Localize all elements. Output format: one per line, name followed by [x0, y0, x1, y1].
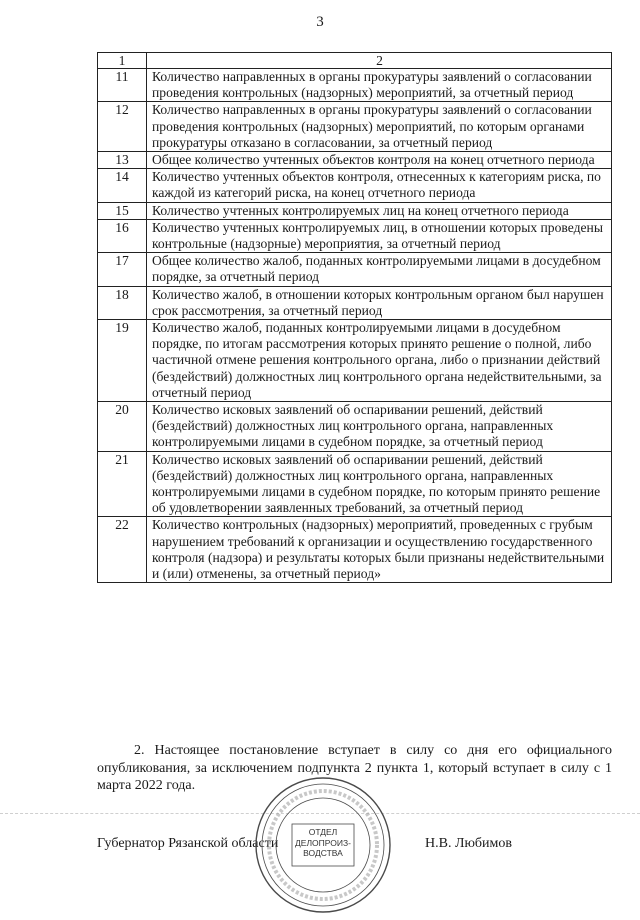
table-row — [98, 517, 612, 583]
row-description-cell: Общее количество жалоб, поданных контролируемыми лицами в досудебном порядке, за отчетный период — [147, 253, 612, 286]
table-row — [98, 402, 612, 452]
stamp-label: ОТДЕЛ ДЕЛОПРОИЗ- ВОДСТВА — [295, 827, 351, 858]
row-number-cell: 22 — [98, 517, 147, 583]
table-row — [98, 320, 612, 402]
table-row — [98, 102, 612, 152]
row-description-cell: Количество исковых заявлений об оспаривании решений, действий (бездействий) должностных лиц контрольного органа, направленных контролируемыми лицами в судебном порядке, за отчетный период — [147, 402, 612, 452]
row-number-cell: 11 — [98, 69, 147, 102]
row-description-cell: Количество учтенных контролируемых лиц на конец отчетного периода — [147, 202, 612, 219]
row-description-cell: Количество направленных в органы прокуратуры заявлений о согласовании проведения контрольных (надзорных) мероприятий, за отчетный период — [147, 69, 612, 102]
effective-date-paragraph: 2. Настоящее постановление вступает в силу со дня его официального опубликования, за исключением подпункта 2 пункта 1, который вступает в силу с 1 марта 2022 года. — [97, 743, 612, 793]
row-number-cell: 19 — [98, 320, 147, 402]
row-description-cell: Количество контрольных (надзорных) мероприятий, проведенных с грубым нарушением требований к организации и осуществлению государственного контроля (надзора) и результаты которых были признаны недействительными и (или) отменены, за отчетный период» — [147, 517, 612, 583]
row-description-cell: Общее количество учтенных объектов контроля на конец отчетного периода — [147, 152, 612, 169]
row-number-cell: 12 — [98, 102, 147, 152]
table-row — [98, 152, 612, 169]
table-row — [98, 451, 612, 517]
signature-role: Губернатор Рязанской области — [97, 836, 279, 851]
table-row — [98, 169, 612, 202]
table-row — [98, 286, 612, 319]
row-description-cell: Количество исковых заявлений об оспаривании решений, действий (бездействий) должностных лиц контрольного органа, направленных контролируемыми лицами в судебном порядке, по которым принято решение об удовлетворении заявленных требований, за отчетный период — [147, 451, 612, 517]
row-number-cell: 18 — [98, 286, 147, 319]
signature-name: Н.В. Любимов — [425, 836, 512, 851]
table-row — [98, 253, 612, 286]
table-header-row — [98, 53, 612, 69]
row-description-cell: Количество учтенных объектов контроля, отнесенных к категориям риска, по каждой из категорий риска, на конец отчетного периода — [147, 169, 612, 202]
row-description-cell: Количество учтенных контролируемых лиц, в отношении которых проведены контрольные (надзорные) мероприятия, за отчетный период — [147, 219, 612, 252]
table-row — [98, 202, 612, 219]
table-body — [98, 53, 612, 583]
page-number: 3 — [316, 14, 324, 30]
row-number-cell: 20 — [98, 402, 147, 452]
row-number-cell: 21 — [98, 451, 147, 517]
row-number-cell: 15 — [98, 202, 147, 219]
official-stamp — [253, 775, 393, 915]
row-number-cell: 16 — [98, 219, 147, 252]
row-description-cell: Количество жалоб, в отношении которых контрольным органом был нарушен срок рассмотрения, за отчетный период — [147, 286, 612, 319]
row-number-cell: 14 — [98, 169, 147, 202]
header-cell-description: 2 — [147, 53, 612, 69]
row-description-cell: Количество жалоб, поданных контролируемыми лицами в досудебном порядке, по итогам рассмотрения которых принято решение о полной, либо частичной отмене решения контрольного органа, либо о признании действий (бездействий) должностных лиц контрольного органа недействительными, за отчетный период — [147, 320, 612, 402]
row-number-cell: 17 — [98, 253, 147, 286]
indicators-table — [97, 52, 612, 583]
table-row — [98, 219, 612, 252]
header-cell-number: 1 — [98, 53, 147, 69]
row-number-cell: 13 — [98, 152, 147, 169]
row-description-cell: Количество направленных в органы прокуратуры заявлений о согласовании проведения контрольных (надзорных) мероприятий, по которым органами прокуратуры отказано в согласовании, за отчетный период — [147, 102, 612, 152]
table-row — [98, 69, 612, 102]
